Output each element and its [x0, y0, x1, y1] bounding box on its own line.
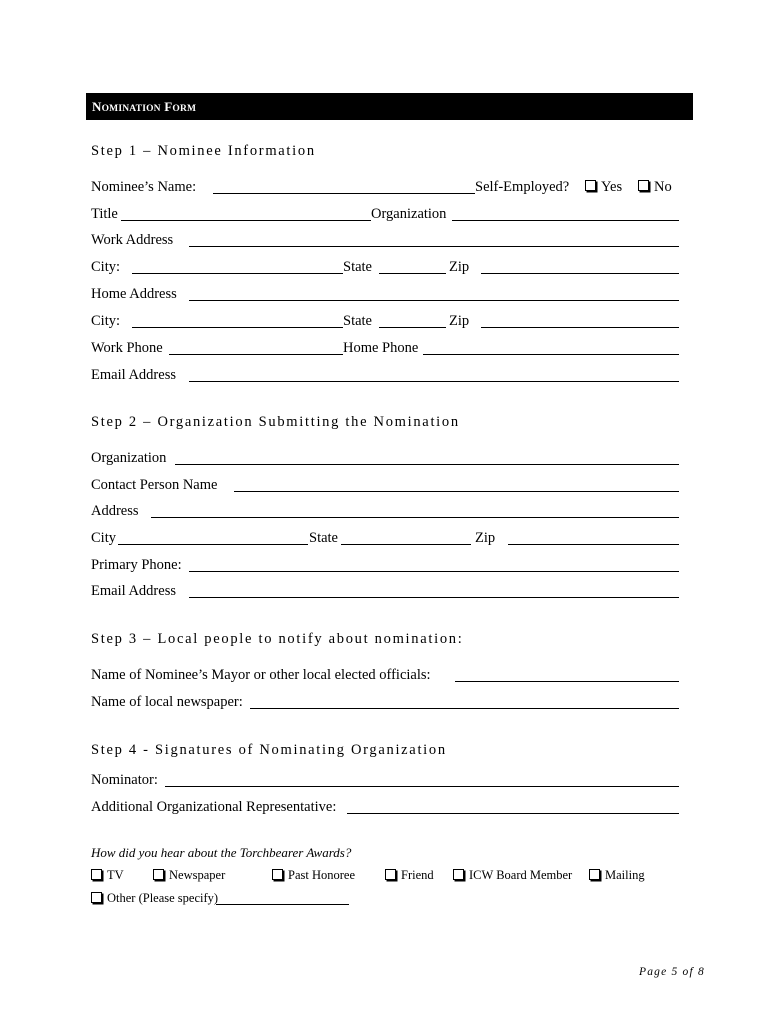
checkbox-icon[interactable] — [385, 869, 396, 880]
home-state-label: State — [343, 313, 372, 329]
form-title: NOMINATION FORM — [92, 99, 197, 114]
home-zip-label: Zip — [449, 313, 470, 329]
checkbox-icon[interactable] — [453, 869, 464, 880]
primary-phone-label: Primary Phone: — [91, 557, 182, 573]
work-state-field[interactable] — [379, 273, 446, 274]
self-employed-yes-option[interactable] — [585, 179, 622, 196]
option-label: TV — [107, 868, 124, 882]
org-zip-field[interactable] — [508, 544, 679, 545]
work-phone-field[interactable] — [169, 354, 343, 355]
mayor-field[interactable] — [455, 681, 679, 682]
option-past-honoree[interactable] — [272, 868, 355, 883]
nominee-email-field[interactable] — [189, 381, 679, 382]
checkbox-icon[interactable] — [153, 869, 164, 880]
checkbox-icon[interactable] — [272, 869, 283, 880]
step-4-heading: Step 4 - Signatures of Nominating Organization — [91, 742, 447, 758]
org-address-field[interactable] — [151, 517, 679, 518]
other-specify-field[interactable] — [216, 904, 349, 905]
home-city-field[interactable] — [132, 327, 343, 328]
home-address-label: Home Address — [91, 286, 177, 302]
nominee-email-label: Email Address — [91, 367, 176, 383]
step-1-heading: Step 1 – Nominee Information — [91, 143, 316, 159]
mayor-label: Name of Nominee’s Mayor or other local elected officials: — [91, 667, 431, 683]
work-address-field[interactable] — [189, 246, 679, 247]
option-label: Newspaper — [169, 868, 226, 882]
option-label: Past Honoree — [288, 868, 355, 882]
additional-rep-label: Additional Organizational Representative: — [91, 799, 337, 815]
org-state-label: State — [309, 530, 338, 546]
organization-label: Organization — [371, 206, 447, 222]
option-label: Mailing — [605, 868, 645, 882]
home-zip-field[interactable] — [481, 327, 679, 328]
checkbox-icon[interactable] — [638, 180, 649, 191]
option-label: ICW Board Member — [469, 868, 573, 882]
org-name-field[interactable] — [175, 464, 679, 465]
step-2-heading: Step 2 – Organization Submitting the Nomination — [91, 414, 460, 430]
nominator-field[interactable] — [165, 786, 679, 787]
page-number: Page 5 of 8 — [639, 966, 705, 978]
contact-person-label: Contact Person Name — [91, 477, 218, 493]
org-city-label: City — [91, 530, 116, 546]
self-employed-no-option[interactable] — [638, 179, 672, 196]
organization-field[interactable] — [452, 220, 679, 221]
option-label: Other (Please specify) — [107, 891, 219, 905]
work-city-label: City: — [91, 259, 121, 275]
work-zip-field[interactable] — [481, 273, 679, 274]
title-field[interactable] — [121, 220, 371, 221]
step-3-heading: Step 3 – Local people to notify about nomination: — [91, 631, 464, 647]
option-other[interactable] — [91, 891, 218, 906]
home-phone-field[interactable] — [423, 354, 679, 355]
checkbox-icon[interactable] — [91, 869, 102, 880]
org-name-label: Organization — [91, 450, 167, 466]
org-email-label: Email Address — [91, 583, 176, 599]
home-address-field[interactable] — [189, 300, 679, 301]
option-label: Friend — [401, 868, 434, 882]
nominee-name-field[interactable] — [213, 193, 475, 194]
nominee-name-label: Nominee’s Name: — [91, 179, 197, 195]
self-employed-label: Self-Employed? — [475, 179, 570, 195]
option-newspaper[interactable] — [153, 868, 225, 883]
org-city-field[interactable] — [118, 544, 308, 545]
work-city-field[interactable] — [132, 273, 343, 274]
option-tv[interactable] — [91, 868, 124, 883]
home-city-label: City: — [91, 313, 121, 329]
home-state-field[interactable] — [379, 327, 446, 328]
yes-label: Yes — [601, 179, 623, 195]
contact-person-field[interactable] — [234, 491, 679, 492]
nominator-label: Nominator: — [91, 772, 158, 788]
survey-question: How did you hear about the Torchbearer Awards? — [91, 845, 352, 860]
org-email-field[interactable] — [189, 597, 679, 598]
org-zip-label: Zip — [475, 530, 496, 546]
newspaper-field[interactable] — [250, 708, 679, 709]
newspaper-label: Name of local newspaper: — [91, 694, 243, 710]
option-mailing[interactable] — [589, 868, 645, 883]
no-label: No — [654, 179, 672, 195]
org-state-field[interactable] — [341, 544, 471, 545]
work-address-label: Work Address — [91, 232, 174, 248]
checkbox-icon[interactable] — [585, 180, 596, 191]
checkbox-icon[interactable] — [91, 892, 102, 903]
additional-rep-field[interactable] — [347, 813, 679, 814]
work-zip-label: Zip — [449, 259, 470, 275]
checkbox-icon[interactable] — [589, 869, 600, 880]
home-phone-label: Home Phone — [343, 340, 419, 356]
work-state-label: State — [343, 259, 372, 275]
primary-phone-field[interactable] — [189, 571, 679, 572]
option-icw-board-member[interactable] — [453, 868, 572, 883]
option-friend[interactable] — [385, 868, 434, 883]
work-phone-label: Work Phone — [91, 340, 163, 356]
org-address-label: Address — [91, 503, 139, 519]
title-label: Title — [91, 206, 118, 222]
